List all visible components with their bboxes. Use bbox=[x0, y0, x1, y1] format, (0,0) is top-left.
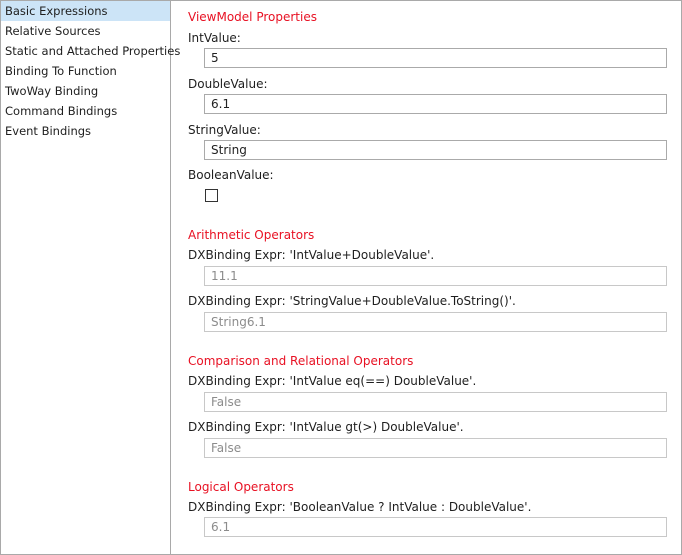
int-value-input[interactable] bbox=[204, 48, 667, 68]
content-panel bbox=[171, 1, 681, 554]
comparison-expr1-label: DXBinding Expr: 'IntValue eq(==) DoubleValue'. bbox=[188, 374, 477, 388]
int-value-label: IntValue: bbox=[188, 31, 241, 45]
sidebar-item-event-bindings[interactable]: Event Bindings bbox=[5, 124, 92, 138]
arithmetic-expr2-result[interactable] bbox=[204, 312, 667, 332]
sidebar-item-command-bindings[interactable]: Command Bindings bbox=[5, 104, 118, 118]
logical-section-title: Logical Operators bbox=[188, 480, 294, 494]
viewmodel-section-title: ViewModel Properties bbox=[188, 10, 317, 24]
double-value-label: DoubleValue: bbox=[188, 77, 268, 91]
string-value-label: StringValue: bbox=[188, 123, 261, 137]
nav-list bbox=[1, 1, 181, 141]
arithmetic-expr1-label: DXBinding Expr: 'IntValue+DoubleValue'. bbox=[188, 248, 435, 262]
logical-expr1-result[interactable] bbox=[204, 517, 667, 537]
sidebar-item-basic-expressions[interactable]: Basic Expressions bbox=[1, 1, 170, 21]
comparison-expr1-result[interactable] bbox=[204, 392, 667, 412]
boolean-value-checkbox[interactable] bbox=[205, 189, 218, 202]
sidebar bbox=[1, 1, 181, 554]
sidebar-item-binding-to-function[interactable]: Binding To Function bbox=[5, 64, 117, 78]
sidebar-item-static-attached-properties[interactable]: Static and Attached Properties bbox=[5, 44, 181, 58]
boolean-value-label: BooleanValue: bbox=[188, 168, 274, 182]
sidebar-item-relative-sources[interactable]: Relative Sources bbox=[5, 24, 101, 38]
comparison-section-title: Comparison and Relational Operators bbox=[188, 354, 414, 368]
sidebar-item-twoway-binding[interactable]: TwoWay Binding bbox=[5, 84, 99, 98]
arithmetic-expr2-label: DXBinding Expr: 'StringValue+DoubleValue.ToString()'. bbox=[188, 294, 516, 308]
string-value-input[interactable] bbox=[204, 140, 667, 160]
arithmetic-section-title: Arithmetic Operators bbox=[188, 228, 315, 242]
double-value-input[interactable] bbox=[204, 94, 667, 114]
comparison-expr2-result[interactable] bbox=[204, 438, 667, 458]
logical-expr1-label: DXBinding Expr: 'BooleanValue ? IntValue : DoubleValue'. bbox=[188, 500, 532, 514]
arithmetic-expr1-result[interactable] bbox=[204, 266, 667, 286]
comparison-expr2-label: DXBinding Expr: 'IntValue gt(>) DoubleValue'. bbox=[188, 420, 464, 434]
